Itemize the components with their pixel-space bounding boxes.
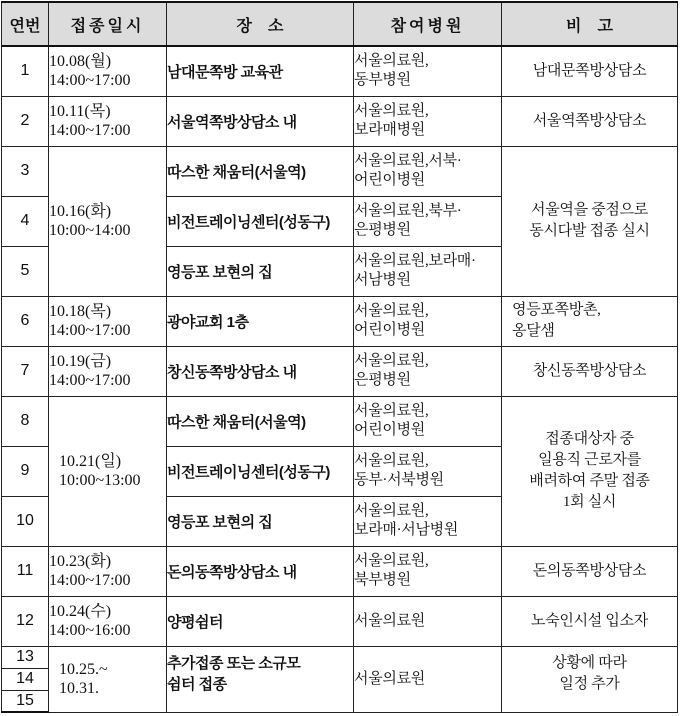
row-number: 1	[2, 46, 49, 96]
remark-line: 영등포쪽방촌,	[512, 302, 601, 318]
remark-line: 옹달샘	[512, 323, 555, 339]
hospital-line: 동부병원	[354, 72, 411, 89]
hospital	[354, 96, 502, 146]
date-day: 10.24(수)	[49, 603, 112, 620]
location: 돈의동쪽방상담소 내	[167, 546, 354, 596]
header-hospital: 참여병원	[354, 2, 502, 46]
date-time: 10:00~13:00	[59, 472, 141, 489]
remark: 돈의동쪽방상담소	[502, 546, 678, 596]
date-range-end: 10.31.	[59, 680, 99, 697]
date-time: 14:00~17:00	[49, 322, 131, 339]
row-number: 6	[2, 296, 49, 346]
row-number: 14	[2, 668, 49, 690]
header-row	[2, 2, 678, 46]
remark-line: 배려하여 주말 접종	[529, 473, 650, 489]
hospital-line: 보라매병원	[354, 122, 425, 138]
hospital-line: 은평병원	[354, 222, 411, 238]
hospital-line: 서울의료원,서북·	[354, 153, 462, 169]
location: 따스한 채움터(서울역)	[167, 396, 354, 446]
hospital: 서울의료원	[354, 596, 502, 646]
remark-line: 1회 실시	[562, 494, 617, 510]
location	[167, 646, 354, 712]
remark: 남대문쪽방상담소	[502, 46, 678, 96]
hospital-line: 서울의료원,	[354, 353, 429, 369]
schedule-date	[49, 396, 167, 546]
table-row	[2, 146, 678, 196]
location: 양평쉼터	[167, 596, 354, 646]
table-row	[2, 546, 678, 596]
vaccination-schedule-table	[1, 1, 678, 713]
row-number: 9	[2, 446, 49, 496]
hospital	[354, 146, 502, 196]
schedule-date	[49, 646, 167, 712]
schedule-date	[49, 546, 167, 596]
hospital-line: 서울의료원,북부·	[354, 203, 462, 219]
schedule-date	[49, 296, 167, 346]
remark: 노숙인시설 입소자	[502, 596, 678, 646]
remark-line: 일용직 근로자를	[538, 452, 641, 468]
row-number: 7	[2, 346, 49, 396]
hospital-line: 서울의료원,	[354, 553, 429, 569]
table-row	[2, 596, 678, 646]
date-day: 10.19(금)	[49, 353, 112, 370]
location-line: 쉼터 접종	[167, 675, 227, 693]
hospital	[354, 196, 502, 246]
date-day: 10.21(일)	[59, 453, 122, 470]
hospital	[354, 346, 502, 396]
hospital	[354, 296, 502, 346]
date-day: 10.16(화)	[49, 203, 112, 220]
remark-line: 동시다발 접종 실시	[529, 223, 650, 239]
date-time: 10:00~14:00	[49, 222, 131, 239]
location: 비전트레이닝센터(성동구)	[167, 196, 354, 246]
remark-line: 일정 추가	[559, 675, 620, 692]
date-time: 14:00~17:00	[49, 72, 131, 90]
row-number: 2	[2, 96, 49, 146]
hospital	[354, 246, 502, 296]
schedule-date	[49, 96, 167, 146]
hospital-line: 서울의료원,	[354, 503, 429, 519]
hospital	[354, 446, 502, 496]
hospital-line: 동부·서북병원	[354, 472, 444, 488]
schedule-date	[49, 346, 167, 396]
schedule-date	[49, 146, 167, 296]
hospital-line: 은평병원	[354, 372, 411, 388]
date-day: 10.11(목)	[49, 103, 111, 120]
hospital-line: 북부병원	[354, 572, 411, 588]
location: 남대문쪽방 교육관	[167, 46, 354, 96]
remark	[502, 646, 678, 712]
location: 따스한 채움터(서울역)	[167, 146, 354, 196]
date-time: 14:00~16:00	[49, 622, 131, 639]
row-number: 13	[2, 646, 49, 668]
location: 서울역쪽방상담소 내	[167, 96, 354, 146]
date-time: 14:00~17:00	[49, 572, 131, 589]
date-time: 14:00~17:00	[49, 372, 131, 389]
table-row	[2, 646, 678, 668]
hospital-line: 서울의료원,보라매·	[354, 253, 476, 269]
hospital	[354, 546, 502, 596]
hospital-line: 어린이병원	[354, 172, 425, 188]
hospital	[354, 46, 502, 96]
location: 영등포 보현의 집	[167, 246, 354, 296]
row-number: 11	[2, 546, 49, 596]
header-date: 접종일시	[49, 2, 167, 46]
hospital	[354, 396, 502, 446]
remark: 창신동쪽방상담소	[502, 346, 678, 396]
date-range-start: 10.25.~	[59, 661, 108, 678]
location: 비전트레이닝센터(성동구)	[167, 446, 354, 496]
table-row	[2, 346, 678, 396]
date-day: 10.18(목)	[49, 303, 112, 320]
row-number: 10	[2, 496, 49, 546]
remark	[502, 396, 678, 546]
remark-line: 접종대상자 중	[545, 431, 634, 447]
hospital-line: 어린이병원	[354, 322, 425, 338]
table-row	[2, 296, 678, 346]
row-number: 15	[2, 690, 49, 712]
location: 영등포 보현의 집	[167, 496, 354, 546]
table-row	[2, 46, 678, 96]
header-place: 장 소	[167, 2, 354, 46]
hospital-line: 서남병원	[354, 272, 411, 288]
hospital: 서울의료원	[354, 646, 502, 712]
row-number: 5	[2, 246, 49, 296]
schedule-date	[49, 46, 167, 96]
row-number: 4	[2, 196, 49, 246]
header-note: 비 고	[502, 2, 678, 46]
location: 광야교회 1층	[167, 296, 354, 346]
hospital-line: 서울의료원,	[354, 303, 429, 319]
row-number: 8	[2, 396, 49, 446]
hospital-line: 서울의료원,	[354, 453, 429, 469]
date-day: 10.08(월)	[49, 53, 112, 71]
hospital-line: 어린이병원	[354, 422, 425, 438]
table-row	[2, 396, 678, 446]
row-number: 12	[2, 596, 49, 646]
remark	[502, 146, 678, 296]
row-number: 3	[2, 146, 49, 196]
header-no: 연번	[2, 2, 49, 46]
date-day: 10.23(화)	[49, 553, 112, 570]
hospital	[354, 496, 502, 546]
hospital-line: 서울의료원,	[354, 403, 429, 419]
hospital-line: 서울의료원,	[354, 53, 429, 70]
location: 창신동쪽방상담소 내	[167, 346, 354, 396]
remark-line: 서울역을 중점으로	[531, 202, 648, 218]
hospital-line: 서울의료원,	[354, 103, 429, 119]
location-line: 추가접종 또는 소규모	[167, 654, 301, 672]
remark: 서울역쪽방상담소	[502, 96, 678, 146]
remark	[502, 296, 678, 346]
remark-line: 상황에 따라	[552, 654, 627, 671]
date-time: 14:00~17:00	[49, 122, 131, 139]
hospital-line: 보라매·서남병원	[354, 522, 459, 538]
schedule-date	[49, 596, 167, 646]
table-row	[2, 96, 678, 146]
